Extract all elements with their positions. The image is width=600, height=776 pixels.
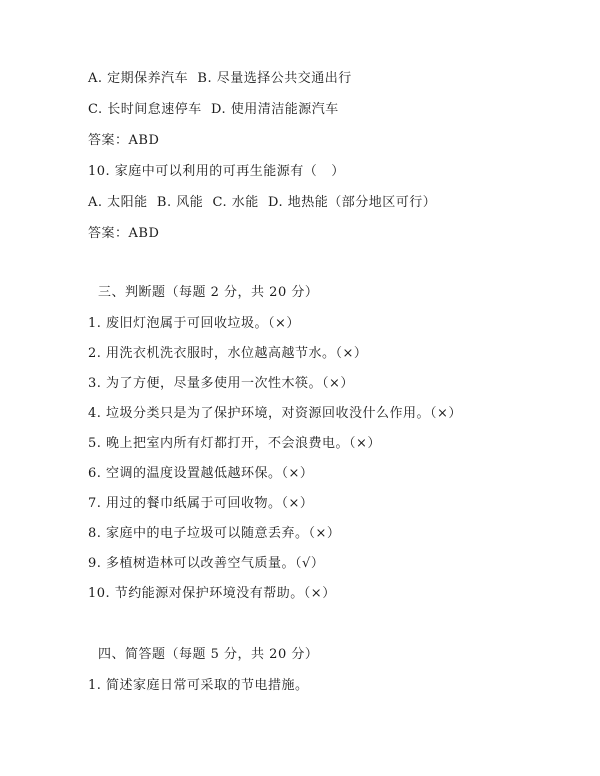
judgment-item-10: 10. 节约能源对保护环境没有帮助。（×）	[88, 586, 336, 601]
answer-line-10: 答案：ABD	[88, 226, 160, 241]
judgment-item-3: 3. 为了方便，尽量多使用一次性木筷。（×）	[88, 376, 354, 391]
judgment-item-7: 7. 用过的餐巾纸属于可回收物。（×）	[88, 496, 314, 511]
judgment-item-8: 8. 家庭中的电子垃圾可以随意丢弃。（×）	[88, 526, 341, 541]
option-line-10: A. 太阳能 B. 风能 C. 水能 D. 地热能（部分地区可行）	[88, 195, 437, 210]
judgment-item-5: 5. 晚上把室内所有灯都打开，不会浪费电。（×）	[88, 436, 381, 451]
judgment-item-4: 4. 垃圾分类只是为了保护环境，对资源回收没什么作用。（×）	[88, 406, 462, 421]
judgment-item-9: 9. 多植树造林可以改善空气质量。（√）	[88, 556, 325, 571]
judgment-item-1: 1. 废旧灯泡属于可回收垃圾。（×）	[88, 316, 300, 331]
question-10: 10. 家庭中可以利用的可再生能源有（ ）	[88, 164, 345, 179]
option-line-9ab: A. 定期保养汽车 B. 尽量选择公共交通出行	[88, 71, 352, 86]
answer-line-9: 答案：ABD	[88, 133, 160, 148]
judgment-item-2: 2. 用洗衣机洗衣服时，水位越高越节水。（×）	[88, 346, 368, 361]
judgment-item-6: 6. 空调的温度设置越低越环保。（×）	[88, 466, 314, 481]
option-line-9cd: C. 长时间怠速停车 D. 使用清洁能源汽车	[88, 102, 339, 117]
section-heading-judgment: 三、判断题（每题 2 分，共 20 分）	[98, 285, 319, 300]
section-heading-short-answer: 四、简答题（每题 5 分，共 20 分）	[98, 647, 319, 662]
short-answer-item-1: 1. 简述家庭日常可采取的节电措施。	[88, 678, 309, 693]
